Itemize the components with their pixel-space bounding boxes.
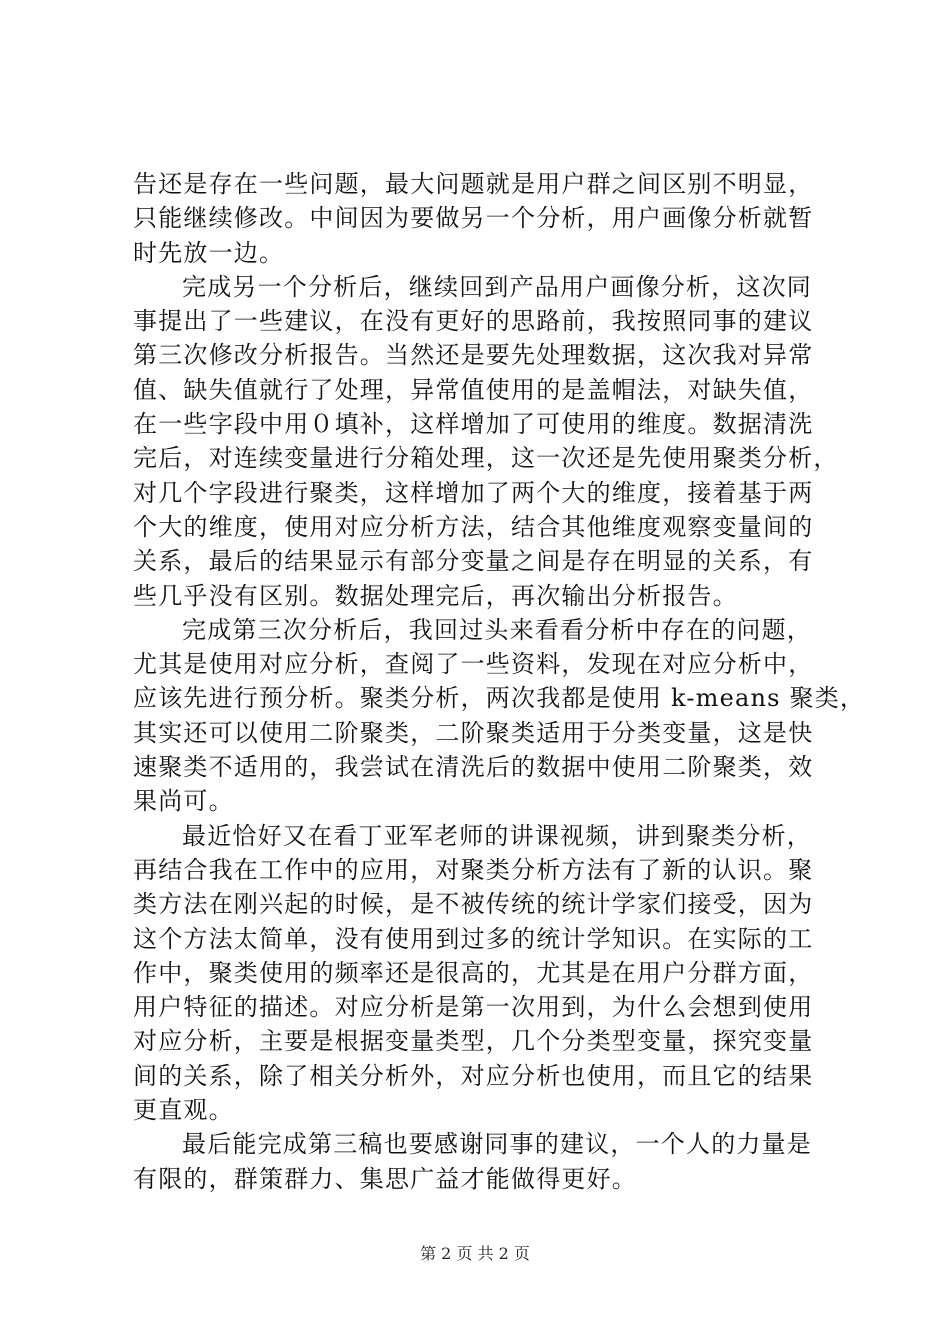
text-line: 再结合我在工作中的应用，对聚类分析方法有了新的认识。聚: [133, 855, 814, 884]
text-line: 应该先进行预分析。聚类分析，两次我都是使用 k-means 聚类，: [133, 684, 866, 713]
text-line: 值、缺失值就行了处理，异常值使用的是盖帽法，对缺失值，: [133, 375, 814, 404]
paragraph-first-line: 最后能完成第三稿也要感谢同事的建议，一个人的力量是: [182, 1130, 812, 1159]
paragraph-first-line: 最近恰好又在看丁亚军老师的讲课视频，讲到聚类分析，: [182, 821, 812, 850]
paragraph-first-line: 完成另一个分析后，继续回到产品用户画像分析，这次同: [182, 272, 812, 301]
text-line: 在一些字段中用０填补，这样增加了可使用的维度。数据清洗: [133, 410, 814, 439]
text-line: 对几个字段进行聚类，这样增加了两个大的维度，接着基于两: [133, 478, 814, 507]
text-line: 对应分析，主要是根据变量类型，几个分类型变量，探究变量: [133, 1027, 814, 1056]
text-line: 有限的，群策群力、集思广益才能做得更好。: [133, 1164, 637, 1193]
text-line: 速聚类不适用的，我尝试在清洗后的数据中使用二阶聚类，效: [133, 753, 814, 782]
text-line: 类方法在刚兴起的时候，是不被传统的统计学家们接受，因为: [133, 890, 814, 919]
page-number-label: 第 2 页 共 2 页: [420, 1244, 530, 1263]
text-line: 更直观。: [133, 1096, 234, 1125]
text-line: 时先放一边。: [133, 238, 285, 267]
page-footer: [0, 1244, 950, 1264]
text-line: 个大的维度，使用对应分析方法，结合其他维度观察变量间的: [133, 512, 814, 541]
text-line: 告还是存在一些问题，最大问题就是用户群之间区别不明显，: [133, 170, 814, 198]
body-text: [133, 167, 866, 1196]
text-line: 果尚可。: [133, 787, 234, 816]
text-line: 尤其是使用对应分析，查阅了一些资料，发现在对应分析中，: [133, 650, 814, 679]
text-line: 事提出了一些建议，在没有更好的思路前，我按照同事的建议: [133, 307, 814, 336]
text-line: 只能继续修改。中间因为要做另一个分析，用户画像分析就暂: [133, 204, 814, 233]
text-line: 间的关系，除了相关分析外，对应分析也使用，而且它的结果: [133, 1061, 814, 1090]
text-line: 些几乎没有区别。数据处理完后，再次输出分析报告。: [133, 581, 738, 610]
paragraph-first-line: 完成第三次分析后，我回过头来看看分析中存在的问题，: [182, 615, 812, 644]
text-line: 用户特征的描述。对应分析是第一次用到，为什么会想到使用: [133, 993, 814, 1022]
text-line: 作中，聚类使用的频率还是很高的，尤其是在用户分群方面，: [133, 958, 814, 987]
text-line: 完后，对连续变量进行分箱处理，这一次还是先使用聚类分析，: [133, 444, 839, 473]
text-line: 关系，最后的结果显示有部分变量之间是存在明显的关系，有: [133, 547, 814, 576]
text-line: 第三次修改分析报告。当然还是要先处理数据，这次我对异常: [133, 341, 814, 370]
text-line: 这个方法太简单，没有使用到过多的统计学知识。在实际的工: [133, 924, 814, 953]
text-line: 其实还可以使用二阶聚类，二阶聚类适用于分类变量，这是快: [133, 718, 814, 747]
